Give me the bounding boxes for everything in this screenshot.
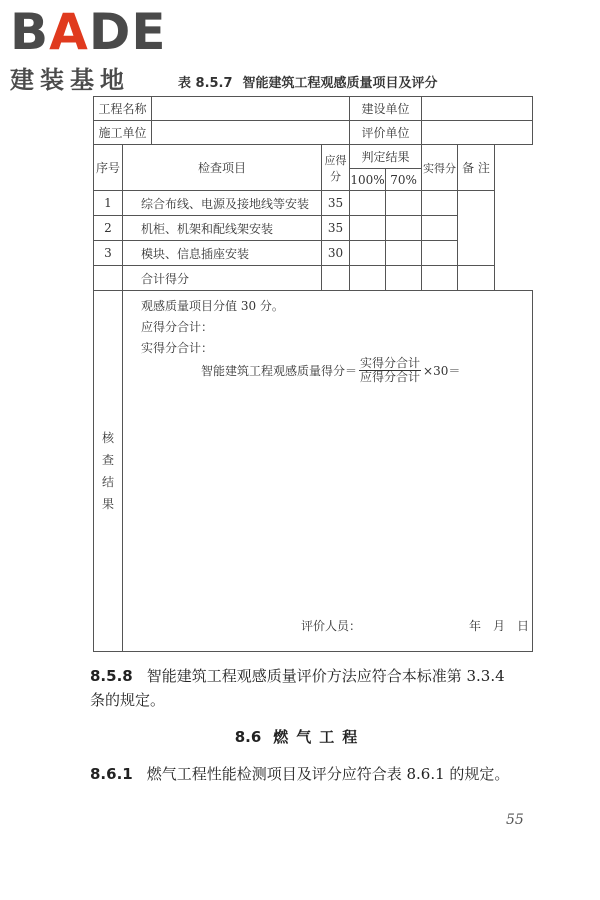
date-month: 月 (493, 619, 506, 634)
row-item: 模块、信息插座安装 (123, 241, 322, 266)
clause-8-5-8 (90, 664, 505, 688)
row-actual-cell[interactable] (422, 216, 458, 241)
date-year: 年 (469, 619, 482, 634)
subtotal-pct100-cell[interactable] (350, 266, 386, 291)
check-result-label (94, 291, 123, 652)
row-actual-cell[interactable] (422, 191, 458, 216)
project-name-row (94, 97, 533, 121)
subtotal-actual-cell[interactable] (422, 266, 458, 291)
subtotal-row (94, 266, 533, 291)
remarks-header: 备 注 (458, 145, 495, 191)
clause-8-5-8-number: 8.5.8 (90, 667, 133, 685)
row-seq: 2 (94, 216, 123, 241)
row-due-score: 35 (322, 216, 350, 241)
pct100-header: 100% (350, 169, 386, 191)
row-pct100-cell[interactable] (350, 241, 386, 266)
builder-label: 建设单位 (350, 97, 422, 121)
remarks-cell[interactable] (458, 191, 495, 266)
clause-8-5-8-line1: 智能建筑工程观感质量评价方法应符合本标准第 3.3.4 (146, 667, 505, 685)
formula-lhs: 智能建筑工程观感质量得分＝ (201, 364, 358, 379)
row-seq: 1 (94, 191, 123, 216)
check-item-header: 检查项目 (123, 145, 322, 191)
section-heading (0, 726, 600, 747)
logo-wordmark (10, 3, 167, 61)
judgment-header: 判定结果 (350, 145, 422, 169)
check-result-char: 核 (101, 431, 114, 446)
row-pct70-cell[interactable] (386, 241, 422, 266)
row-seq: 3 (94, 241, 123, 266)
constructor-row (94, 121, 533, 145)
row-due-score: 30 (322, 241, 350, 266)
subtotal-label: 合计得分 (123, 266, 322, 291)
constructor-value[interactable] (152, 121, 350, 145)
logo-letter-b: B (10, 3, 50, 61)
due-score-header: 应得分 (322, 145, 350, 191)
table-row (94, 191, 533, 216)
clause-8-6-1 (90, 762, 509, 786)
result-line-due-total: 应得分合计： (141, 320, 214, 335)
evaluator-unit-label: 评价单位 (350, 121, 422, 145)
section-title: 燃气工程 (273, 728, 366, 746)
row-item: 机柜、机架和配线架安装 (123, 216, 322, 241)
check-result-char: 查 (101, 453, 114, 468)
pct70-header: 70% (386, 169, 422, 191)
project-name-value[interactable] (152, 97, 350, 121)
table-number: 表 8.5.7 (178, 76, 233, 91)
project-name-label: 工程名称 (94, 97, 152, 121)
bade-logo (10, 3, 175, 94)
score-formula (201, 357, 460, 384)
subtotal-remarks-cell[interactable] (458, 266, 495, 291)
row-pct100-cell[interactable] (350, 191, 386, 216)
result-line-actual-total: 实得分合计： (141, 341, 214, 356)
row-pct70-cell[interactable] (386, 191, 422, 216)
check-result-content[interactable] (123, 291, 533, 652)
date-day: 日 (517, 619, 530, 634)
table-title: 智能建筑工程观感质量项目及评分 (242, 76, 438, 91)
subtotal-seq-cell (94, 266, 123, 291)
formula-fraction (359, 357, 421, 384)
formula-numerator: 实得分合计 (360, 356, 421, 371)
clause-8-6-1-number: 8.6.1 (90, 765, 133, 783)
subtotal-due-cell[interactable] (322, 266, 350, 291)
evaluator-unit-value[interactable] (422, 121, 533, 145)
table-caption (178, 72, 438, 91)
formula-rhs: ×30＝ (423, 364, 461, 379)
check-result-row (94, 291, 533, 652)
clause-8-5-8-continuation: 条的规定。 (90, 691, 166, 709)
clause-8-6-1-text: 燃气工程性能检测项目及评分应符合表 8.6.1 的规定。 (146, 765, 510, 783)
evaluation-table (93, 96, 533, 652)
check-result-char: 果 (101, 497, 114, 512)
logo-letter-a-accent: A (49, 3, 89, 61)
constructor-label: 施工单位 (94, 121, 152, 145)
formula-denominator: 应得分合计 (360, 370, 421, 385)
section-number: 8.6 (234, 728, 262, 746)
subtotal-pct70-cell[interactable] (386, 266, 422, 291)
row-item: 综合布线、电源及接地线等安装 (123, 191, 322, 216)
check-result-char: 结 (101, 475, 114, 490)
actual-score-header: 实得分 (422, 145, 458, 191)
result-line-score-value: 观感质量项目分值 30 分。 (141, 299, 284, 314)
builder-value[interactable] (422, 97, 533, 121)
page-number: 55 (506, 812, 524, 828)
logo-letters-de: DE (88, 3, 167, 61)
row-pct100-cell[interactable] (350, 216, 386, 241)
row-pct70-cell[interactable] (386, 216, 422, 241)
header-row-1 (94, 145, 533, 169)
row-due-score: 35 (322, 191, 350, 216)
evaluator-label: 评价人员： (301, 619, 362, 634)
seq-header: 序号 (94, 145, 123, 191)
row-actual-cell[interactable] (422, 241, 458, 266)
logo-subtitle: 建装基地 (10, 66, 130, 94)
